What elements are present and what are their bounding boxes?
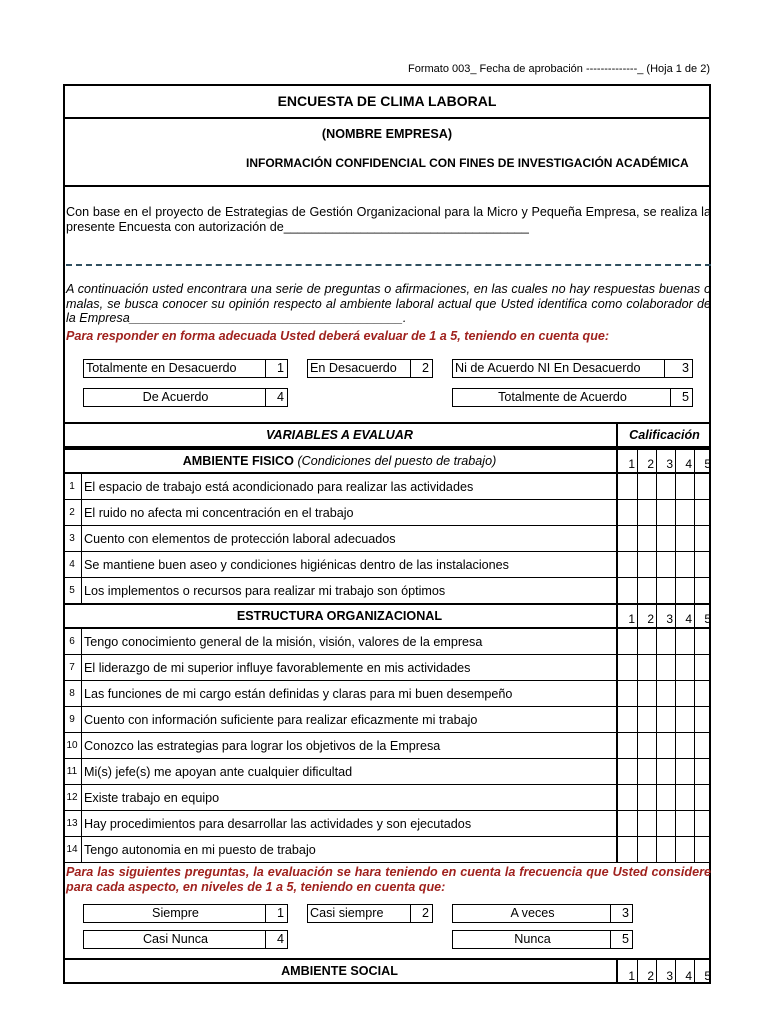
calificacion-header: Calificación xyxy=(629,428,700,442)
score-cell-3[interactable] xyxy=(656,474,675,499)
question-row xyxy=(63,474,711,500)
score-number: 4 xyxy=(685,612,692,626)
question-text: Se mantiene buen aseo y condiciones higiénicas dentro de las instalaciones xyxy=(84,558,509,572)
question-number: 5 xyxy=(63,578,82,603)
score-cell-2[interactable] xyxy=(637,578,656,603)
score-cell-3[interactable] xyxy=(656,629,675,654)
section-ambiente-social xyxy=(63,958,711,984)
question-row xyxy=(63,552,711,578)
score-number: 4 xyxy=(685,457,692,471)
score-number: 5 xyxy=(704,457,711,471)
format-note: Formato 003_ Fecha de aprobación --------------_ (Hoja 1 de 2) xyxy=(408,63,710,75)
score-cell-2[interactable] xyxy=(637,500,656,525)
score-cell-4[interactable] xyxy=(675,578,694,603)
question-number: 11 xyxy=(63,759,82,784)
score-cell-2[interactable] xyxy=(637,552,656,577)
question-text: El espacio de trabajo está acondicionado para realizar las actividades xyxy=(84,480,474,494)
score-label-4 xyxy=(675,450,694,472)
variables-header: VARIABLES A EVALUAR xyxy=(266,428,413,442)
scale2-option-4: Casi Nunca 4 xyxy=(83,930,288,949)
score-cell-4[interactable] xyxy=(675,474,694,499)
question-number: 7 xyxy=(63,655,82,680)
score-number: 1 xyxy=(628,457,635,471)
score-cell-2[interactable] xyxy=(637,811,656,836)
score-cell-5[interactable] xyxy=(694,759,713,784)
question-text: El ruido no afecta mi concentración en el trabajo xyxy=(84,506,354,520)
question-number: 2 xyxy=(63,500,82,525)
question-row xyxy=(63,578,711,604)
intro-paragraph: Con base en el proyecto de Estrategias de Gestión Organizacional para la Micro y Pequeña Empresa, se realiza la presente Encuesta con autorización de___________________________________ xyxy=(66,205,711,234)
score-cell-5[interactable] xyxy=(694,681,713,706)
scale1-prompt: Para responder en forma adecuada Usted deberá evaluar de 1 a 5, teniendo en cuenta que: xyxy=(66,329,610,343)
score-cell-2[interactable] xyxy=(637,785,656,810)
score-cell-2[interactable] xyxy=(637,655,656,680)
score-label-3 xyxy=(656,450,675,472)
score-number: 4 xyxy=(685,969,692,983)
scale2-option-2: Casi siempre 2 xyxy=(307,904,433,923)
question-text: Tengo autonomia en mi puesto de trabajo xyxy=(84,843,316,857)
score-label-1 xyxy=(618,605,637,627)
score-cell-3[interactable] xyxy=(656,526,675,551)
question-text: Mi(s) jefe(s) me apoyan ante cualquier dificultad xyxy=(84,765,353,779)
score-cell-2[interactable] xyxy=(637,681,656,706)
scale1-option-1: Totalmente en Desacuerdo 1 xyxy=(83,359,288,378)
divider xyxy=(66,264,711,266)
question-number: 4 xyxy=(63,552,82,577)
scale1-option-4: De Acuerdo 4 xyxy=(83,388,288,407)
score-cell-1[interactable] xyxy=(618,526,637,551)
score-cell-1[interactable] xyxy=(618,733,637,758)
score-cell-5[interactable] xyxy=(694,707,713,732)
question-row xyxy=(63,526,711,552)
score-cell-5[interactable] xyxy=(694,526,713,551)
question-text: Los implementos o recursos para realizar mi trabajo son óptimos xyxy=(84,584,446,598)
survey-title: ENCUESTA DE CLIMA LABORAL xyxy=(277,93,497,109)
score-cell-4[interactable] xyxy=(675,500,694,525)
score-cell-5[interactable] xyxy=(694,474,713,499)
score-cell-5[interactable] xyxy=(694,811,713,836)
scale2-option-1: Siempre 1 xyxy=(83,904,288,923)
question-number: 10 xyxy=(63,733,82,758)
instructions-paragraph: A continuación usted encontrara una serie de preguntas o afirmaciones, en las cuales no hay respuestas buenas o malas, se busca conocer su opinión respecto al ambiente laboral actual que Usted identifica como colaborador de la Empresa_______________________________________. xyxy=(66,282,711,325)
score-number: 3 xyxy=(666,457,673,471)
score-cell-2[interactable] xyxy=(637,707,656,732)
section1-name: AMBIENTE FISICO xyxy=(182,454,294,468)
section3-name: AMBIENTE SOCIAL xyxy=(281,964,398,978)
score-label-2 xyxy=(637,450,656,472)
question-row xyxy=(63,837,711,863)
score-cell-5[interactable] xyxy=(694,500,713,525)
question-row xyxy=(63,707,711,733)
score-cell-2[interactable] xyxy=(637,526,656,551)
score-cell-3[interactable] xyxy=(656,578,675,603)
score-number: 5 xyxy=(704,969,711,983)
scale1-option-3: Ni de Acuerdo NI En Desacuerdo 3 xyxy=(452,359,693,378)
score-cell-4[interactable] xyxy=(675,759,694,784)
score-label-5 xyxy=(694,450,713,472)
scale2-option-3: A veces 3 xyxy=(452,904,633,923)
score-cell-5[interactable] xyxy=(694,629,713,654)
section-estructura-organizacional xyxy=(63,603,711,629)
score-cell-4[interactable] xyxy=(675,681,694,706)
score-label-4 xyxy=(675,960,694,984)
score-cell-1[interactable] xyxy=(618,474,637,499)
score-cell-4[interactable] xyxy=(675,629,694,654)
score-cell-3[interactable] xyxy=(656,552,675,577)
score-label-1 xyxy=(618,960,637,984)
question-text: Tengo conocimiento general de la misión, visión, valores de la empresa xyxy=(84,635,483,649)
scale2-option-5: Nunca 5 xyxy=(452,930,633,949)
question-row xyxy=(63,500,711,526)
question-row xyxy=(63,681,711,707)
score-cell-1[interactable] xyxy=(618,578,637,603)
section1-subtitle: (Condiciones del puesto de trabajo) xyxy=(297,454,497,468)
scale1-option-5: Totalmente de Acuerdo 5 xyxy=(452,388,693,407)
score-label-5 xyxy=(694,960,713,984)
question-text: Hay procedimientos para desarrollar las actividades y son ejecutados xyxy=(84,817,472,831)
scale2-prompt: Para las siguientes preguntas, la evaluación se hara teniendo en cuenta la frecuencia que Usted considere para cada aspecto, en niveles de 1 a 5, teniendo en cuenta que: xyxy=(66,865,711,894)
question-row xyxy=(63,759,711,785)
question-text: Cuento con elementos de protección laboral adecuados xyxy=(84,532,396,546)
question-row xyxy=(63,811,711,837)
score-number: 3 xyxy=(666,969,673,983)
score-cell-2[interactable] xyxy=(637,837,656,862)
score-cell-1[interactable] xyxy=(618,707,637,732)
score-cell-4[interactable] xyxy=(675,526,694,551)
confidential-note: INFORMACIÓN CONFIDENCIAL CON FINES DE INVESTIGACIÓN ACADÉMICA xyxy=(246,156,689,170)
score-cell-3[interactable] xyxy=(656,655,675,680)
question-number: 6 xyxy=(63,629,82,654)
score-cell-5[interactable] xyxy=(694,785,713,810)
score-cell-3[interactable] xyxy=(656,733,675,758)
score-label-1 xyxy=(618,450,637,472)
question-text: El liderazgo de mi superior influye favorablemente en mis actividades xyxy=(84,661,471,675)
score-number: 1 xyxy=(628,969,635,983)
score-cell-4[interactable] xyxy=(675,655,694,680)
score-cell-5[interactable] xyxy=(694,733,713,758)
score-cell-3[interactable] xyxy=(656,811,675,836)
question-number: 1 xyxy=(63,474,82,499)
score-cell-5[interactable] xyxy=(694,655,713,680)
score-label-3 xyxy=(656,605,675,627)
score-cell-1[interactable] xyxy=(618,681,637,706)
question-text: Cuento con información suficiente para realizar eficazmente mi trabajo xyxy=(84,713,478,727)
score-cell-1[interactable] xyxy=(618,629,637,654)
score-cell-4[interactable] xyxy=(675,707,694,732)
score-cell-1[interactable] xyxy=(618,655,637,680)
score-number: 2 xyxy=(647,969,654,983)
score-label-4 xyxy=(675,605,694,627)
score-cell-5[interactable] xyxy=(694,552,713,577)
score-cell-1[interactable] xyxy=(618,552,637,577)
question-number: 12 xyxy=(63,785,82,810)
score-cell-2[interactable] xyxy=(637,474,656,499)
question-text: Existe trabajo en equipo xyxy=(84,791,220,805)
question-row xyxy=(63,785,711,811)
scale1-option-2: En Desacuerdo 2 xyxy=(307,359,433,378)
company-name: (NOMBRE EMPRESA) xyxy=(321,127,453,141)
question-number: 13 xyxy=(63,811,82,836)
section-ambiente-fisico xyxy=(63,448,711,474)
score-cell-3[interactable] xyxy=(656,837,675,862)
question-number: 14 xyxy=(63,837,82,862)
score-label-2 xyxy=(637,605,656,627)
question-number: 3 xyxy=(63,526,82,551)
question-row xyxy=(63,655,711,681)
score-number: 5 xyxy=(704,612,711,626)
score-cell-1[interactable] xyxy=(618,759,637,784)
section2-name: ESTRUCTURA ORGANIZACIONAL xyxy=(236,609,443,623)
score-cell-3[interactable] xyxy=(656,759,675,784)
question-row xyxy=(63,733,711,759)
score-cell-4[interactable] xyxy=(675,785,694,810)
score-cell-1[interactable] xyxy=(618,500,637,525)
question-number: 9 xyxy=(63,707,82,732)
score-cell-5[interactable] xyxy=(694,578,713,603)
score-cell-3[interactable] xyxy=(656,500,675,525)
score-label-2 xyxy=(637,960,656,984)
score-number: 1 xyxy=(628,612,635,626)
score-label-3 xyxy=(656,960,675,984)
score-number: 2 xyxy=(647,457,654,471)
score-cell-2[interactable] xyxy=(637,759,656,784)
score-cell-3[interactable] xyxy=(656,785,675,810)
score-number: 3 xyxy=(666,612,673,626)
question-text: Las funciones de mi cargo están definidas y claras para mi buen desempeño xyxy=(84,687,513,701)
score-cell-3[interactable] xyxy=(656,707,675,732)
score-cell-2[interactable] xyxy=(637,733,656,758)
table-header xyxy=(63,422,711,448)
score-cell-4[interactable] xyxy=(675,552,694,577)
question-number: 8 xyxy=(63,681,82,706)
score-cell-1[interactable] xyxy=(618,837,637,862)
question-row xyxy=(63,629,711,655)
question-text: Conozco las estrategias para lograr los objetivos de la Empresa xyxy=(84,739,441,753)
score-cell-4[interactable] xyxy=(675,733,694,758)
score-label-5 xyxy=(694,605,713,627)
score-cell-4[interactable] xyxy=(675,811,694,836)
score-number: 2 xyxy=(647,612,654,626)
score-cell-2[interactable] xyxy=(637,629,656,654)
score-cell-1[interactable] xyxy=(618,785,637,810)
score-cell-4[interactable] xyxy=(675,837,694,862)
score-cell-1[interactable] xyxy=(618,811,637,836)
score-cell-5[interactable] xyxy=(694,837,713,862)
score-cell-3[interactable] xyxy=(656,681,675,706)
